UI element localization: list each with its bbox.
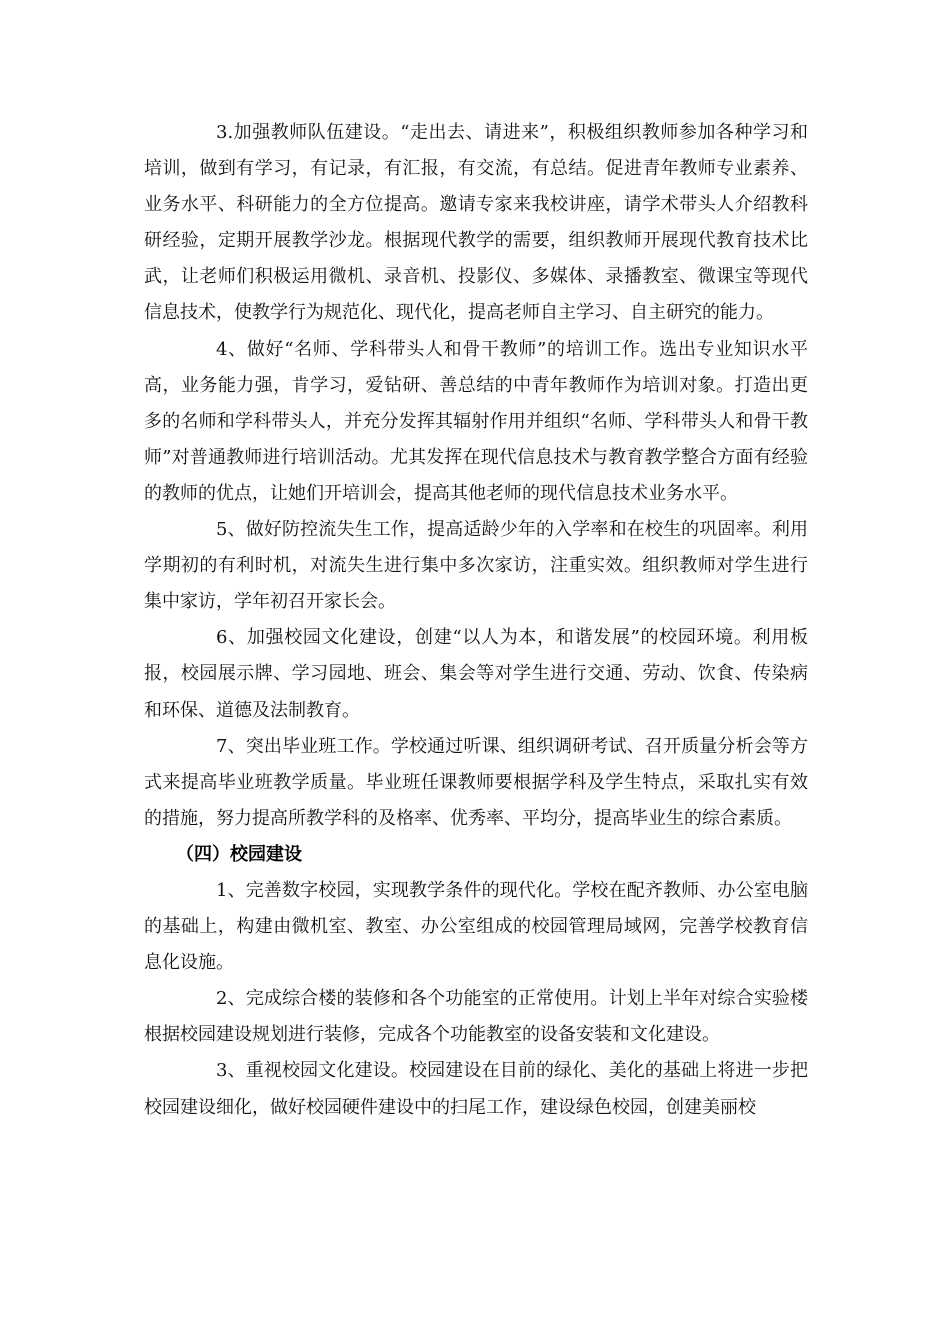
document-body (144, 115, 808, 1126)
paragraph-complex-building: 2、完成综合楼的装修和各个功能室的正常使用。计划上半年对综合实验楼根据校园建设规划进行装修，完成各个功能教室的设备安装和文化建设。 (144, 988, 808, 1046)
paragraph-graduating-class: 7、突出毕业班工作。学校通过听课、组织调研考试、召开质量分析会等方式来提高毕业班教学质量。毕业班任课教师要根据学科及学生特点，采取扎实有效的措施，努力提高所教学科的及格率、优秀率、平均分，提高毕业生的综合素质。 (144, 735, 808, 829)
paragraph-campus-culture-construction: 3、重视校园文化建设。校园建设在目前的绿化、美化的基础上将进一步把校园建设细化，做好校园硬件建设中的扫尾工作，建设绿色校园，创建美丽校 (144, 1060, 808, 1118)
paragraph-digital-campus: 1、完善数字校园，实现教学条件的现代化。学校在配齐教师、办公室电脑的基础上，构建由微机室、教室、办公室组成的校园管理局域网，完善学校教育信息化设施。 (144, 879, 808, 974)
paragraph-dropout-control: 5、做好防控流失生工作，提高适龄少年的入学率和在校生的巩固率。利用学期初的有利时机，对流失生进行集中多次家访，注重实效。组织教师对学生进行集中家访，学年初召开家长会。 (144, 519, 808, 613)
paragraph-campus-culture: 6、加强校园文化建设，创建“以人为本，和谐发展”的校园环境。利用板报，校园展示牌、学习园地、班会、集会等对学生进行交通、劳动、饮食、传染病和环保、道德及法制教育。 (144, 627, 808, 721)
paragraph-teacher-team: 3.加强教师队伍建设。“走出去、请进来”，积极组织教师参加各种学习和培训，做到有学习，有记录，有汇报，有交流，有总结。促进青年教师专业素养、业务水平、科研能力的全方位提高。邀请专家来我校讲座，请学术带头人介绍教科研经验，定期开展教学沙龙。根据现代教学的需要，组织教师开展现代教育技术比武，让老师们积极运用微机、录音机、投影仪、多媒体、录播教室、微课宝等现代信息技术，使教学行为规范化、现代化，提高老师自主学习、自主研究的能力。 (144, 122, 808, 324)
paragraph-famous-teachers: 4、做好“名师、学科带头人和骨干教师”的培训工作。选出专业知识水平高，业务能力强，肯学习，爱钻研、善总结的中青年教师作为培训对象。打造出更多的名师和学科带头人，并充分发挥其辐射作用并组织“名师、学科带头人和骨干教师”对普通教师进行培训活动。尤其发挥在现代信息技术与教育教学整合方面有经验的教师的优点，让她们开培训会，提高其他老师的现代信息技术业务水平。 (144, 338, 808, 504)
section-heading-campus-construction: （四）校园建设 (176, 843, 302, 865)
